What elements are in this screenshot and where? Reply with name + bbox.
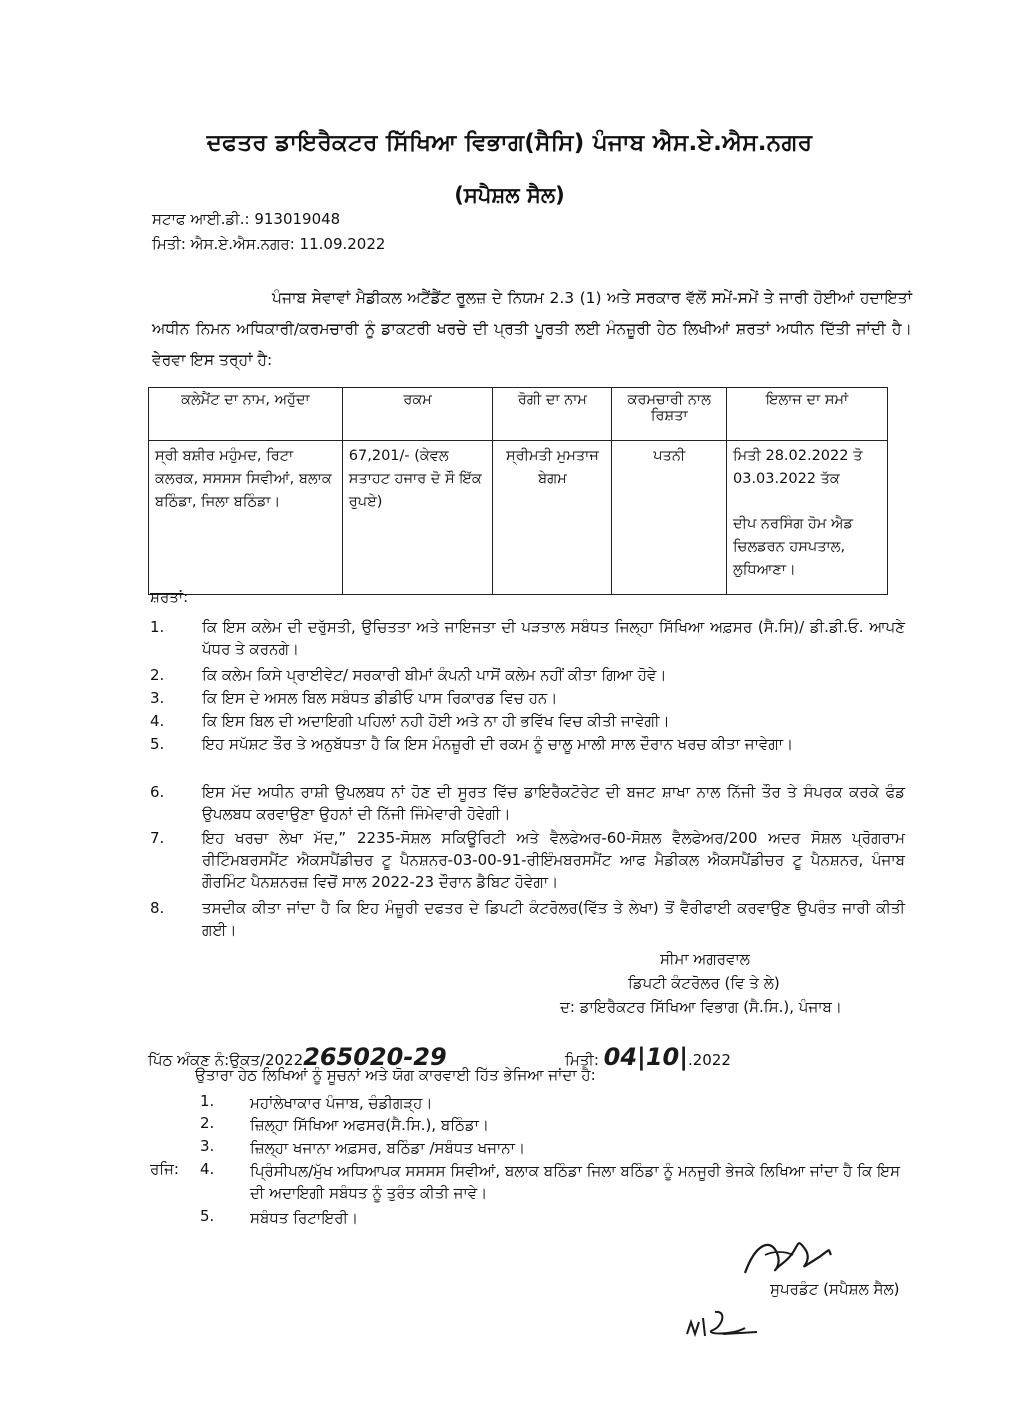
condition-item xyxy=(150,616,905,660)
condition-text: ਤਸਦੀਕ ਕੀਤਾ ਜਾਂਦਾ ਹੈ ਕਿ ਇਹ ਮੰਜ਼ੂਰੀ ਦਫਤਰ ਦੇ ਡਿਪਟੀ ਕੰਟਰੋਲਰ(ਵਿੱਤ ਤੇ ਲੇਖਾ) ਤੋਂ ਵੈਰੀਫਾਈ ਕਰਵਾਉਣ ਉਪਰੰਤ ਜਾਰੀ ਕੀਤੀ ਗਈ। xyxy=(202,899,905,939)
recipient-text: ਜ਼ਿਲ੍ਹਾ ਖਜਾਨਾ ਅਫ਼ਸਰ, ਬਠਿੰਡਾ /ਸਬੰਧਤ ਖਜਾਨਾ। xyxy=(250,1139,526,1157)
condition-text: ਕਿ ਕਲੇਮ ਕਿਸੇ ਪ੍ਰਾਈਵੇਟ/ ਸਰਕਾਰੀ ਬੀਮਾਂ ਕੰਪਨੀ ਪਾਸੋਂ ਕਲੇਮ ਨਹੀਂ ਕੀਤਾ ਗਿਆ ਹੋਵੇ। xyxy=(202,666,667,684)
condition-number: 8. xyxy=(150,899,165,917)
condition-item xyxy=(150,664,905,686)
registered-label: ਰਜਿ: xyxy=(150,1160,179,1178)
condition-text: ਇਹ ਸਪੱਸ਼ਟ ਤੌਰ ਤੇ ਅਨੁਬੱਧਤਾ ਹੈ ਕਿ ਇਸ ਮੰਨਜ਼ੂਰੀ ਦੀ ਰਕਮ ਨੂੰ ਚਾਲੂ ਮਾਲੀ ਸਾਲ ਦੌਰਾਨ ਖਰਚ ਕੀਤਾ ਜਾਵੇਗਾ। xyxy=(202,735,794,753)
claim-table xyxy=(148,387,888,595)
recipient-number: 5. xyxy=(200,1207,215,1225)
recipient-number: 4. xyxy=(200,1160,215,1178)
intro-paragraph xyxy=(152,283,912,376)
issue-date: ਮਿਤੀ: ਐਸ.ਏ.ਐਸ.ਨਗਰ: 11.09.2022 xyxy=(152,235,386,253)
conditions-label: ਸ਼ਰਤਾਂ: xyxy=(150,588,189,606)
recipient-item xyxy=(150,1160,900,1204)
condition-item xyxy=(150,710,905,732)
signatory-name: ਸੀਮਾ ਅਗਰਵਾਲ xyxy=(660,950,750,968)
intro-text: ਪੰਜਾਬ ਸੇਵਾਵਾਂ ਮੈਡੀਕਲ ਅਟੈਂਡੈਂਟ ਰੂਲਜ਼ ਦੇ ਨਿਯਮ 2.3 (1) ਅਤੇ ਸਰਕਾਰ ਵੱਲੋਂ ਸਮੇਂ-ਸਮੇਂ ਤੇ ਜਾਰੀ ਹੋਈਆਂ ਹਦਾਇਤਾਂ ਅਧੀਨ ਨਿਮਨ ਅਧਿਕਾਰੀ/ਕਰਮਚਾਰੀ ਨੂੰ ਡਾਕਟਰੀ ਖਰਚੇ ਦੀ ਪ੍ਰਤੀ ਪੂਰਤੀ ਲਈ ਮੰਨਜ਼ੂਰੀ ਹੇਠ ਲਿਖੀਆਂ ਸ਼ਰਤਾਂ ਅਧੀਨ ਦਿੱਤੀ ਜਾਂਦੀ ਹੈ। ਵੇਰਵਾ ਇਸ ਤਰ੍ਹਾਂ ਹੈ: xyxy=(152,289,912,369)
condition-text: ਕਿ ਇਸ ਕਲੇਮ ਦੀ ਦਰੁੱਸਤੀ, ਉਚਿਤਤਾ ਅਤੇ ਜਾਇਜਤਾ ਦੀ ਪੜਤਾਲ ਸਬੰਧਤ ਜਿਲ੍ਹਾ ਸਿੱਖਿਆ ਅਫ਼ਸਰ (ਸੈ.ਸਿ)/ ਡੀ.ਡੀ.ਓ. ਆਪਣੇ ਪੱਧਰ ਤੇ ਕਰਨਗੇ। xyxy=(202,618,905,658)
header-claimant: ਕਲੇਮੈਂਟ ਦਾ ਨਾਮ, ਅਹੁੱਦਾ xyxy=(149,388,343,441)
recipient-item xyxy=(150,1114,900,1136)
treatment-period: ਮਿਤੀ 28.02.2022 ਤੋ 03.03.2022 ਤੱਕ xyxy=(733,448,863,487)
table-row xyxy=(149,441,888,595)
cell-amount: 67,201/- (ਕੇਵਲ ਸਤਾਹਟ ਹਜਾਰ ਦੋ ਸੌ ਇੱਕ ਰੁਪਏ) xyxy=(342,441,493,595)
header-relation: ਕਰਮਚਾਰੀ ਨਾਲ ਰਿਸ਼ਤਾ xyxy=(612,388,727,441)
cell-period xyxy=(727,441,888,595)
cell-relation: ਪਤਨੀ xyxy=(612,441,727,595)
handwritten-ref-number: 265020-29 xyxy=(303,1043,447,1071)
handwritten-signature-icon xyxy=(735,1225,835,1287)
endorsement-line: ਉਤਾਰਾ ਹੇਠ ਲਿਖਿਆਂ ਨੂੰ ਸੂਚਨਾਂ ਅਤੇ ਯੋਗ ਕਾਰਵਾਈ ਹਿੱਤ ਭੇਜਿਆ ਜਾਂਦਾ ਹੈ: xyxy=(195,1066,596,1084)
condition-text: ਇਸ ਮੱਦ ਅਧੀਨ ਰਾਸ਼ੀ ਉਪਲਬਧ ਨਾਂ ਹੋਣ ਦੀ ਸੂਰਤ ਵਿੱਚ ਡਾਇਰੈਕਟੋਰੇਟ ਦੀ ਬਜਟ ਸ਼ਾਖਾ ਨਾਲ ਨਿੱਜੀ ਤੌਰ ਤੇ ਸੰਪਰਕ ਕਰਕੇ ਫੰਡ ਉਪਲਬਧ ਕਰਵਾਉਣਾ ਉਹਨਾਂ ਦੀ ਨਿੱਜੀ ਜਿੰਮੇਵਾਰੀ ਹੋਵੇਗੀ। xyxy=(202,783,905,823)
header-amount: ਰਕਮ xyxy=(342,388,493,441)
recipient-text: ਪ੍ਰਿੰਸੀਪਲ/ਮੁੱਖ ਅਧਿਆਪਕ ਸਸਸਸ ਸਿਵੀਆਂ, ਬਲਾਕ ਬਠਿੰਡਾ ਜਿਲਾ ਬਠਿੰਡਾ ਨੂੰ ਮਨਜੂਰੀ ਭੇਜਕੇ ਲਿਖਿਆ ਜਾਂਦਾ ਹੈ ਕਿ ਇਸ ਦੀ ਅਦਾਇਗੀ ਸਬੰਧਤ ਨੂੰ ਤੁਰੰਤ ਕੀਤੀ ਜਾਵੇ। xyxy=(250,1162,900,1202)
header-period: ਇਲਾਜ ਦਾ ਸਮਾਂ xyxy=(727,388,888,441)
handwritten-date: 04|10| xyxy=(603,1043,688,1071)
condition-number: 2. xyxy=(150,666,165,684)
condition-item xyxy=(150,733,905,755)
office-title: ਦਫਤਰ ਡਾਇਰੈਕਟਰ ਸਿੱਖਿਆ ਵਿਭਾਗ(ਸੈਸਿ) ਪੰਜਾਬ ਐਸ.ਏ.ਐਸ.ਨਗਰ xyxy=(206,130,813,156)
recipient-item xyxy=(150,1137,900,1159)
signatory-office: ਦ: ਡਾਇਰੈਕਟਰ ਸਿੱਖਿਆ ਵਿਭਾਗ (ਸੈ.ਸਿ.), ਪੰਜਾਬ। xyxy=(560,998,843,1016)
condition-item xyxy=(150,781,905,825)
recipient-text: ਮਹਾਂਲੇਖਾਕਾਰ ਪੰਜਾਬ, ਚੰਡੀਗੜ੍ਹ। xyxy=(250,1094,433,1112)
condition-number: 5. xyxy=(150,735,165,753)
recipient-number: 3. xyxy=(200,1137,215,1155)
initials-signature-icon xyxy=(683,1308,763,1342)
condition-number: 3. xyxy=(150,689,165,707)
recipient-text: ਸਬੰਧਤ ਰਿਟਾਇਰੀ। xyxy=(250,1209,359,1227)
staff-id: ਸਟਾਫ ਆਈ.ਡੀ.: 913019048 xyxy=(152,210,341,228)
ref-prefix: ਪਿੱਠ ਅੰਕਣ ਨੰ:ਉਕਤ/2022 xyxy=(148,1051,304,1069)
cell-claimant: ਸ੍ਰੀ ਬਸ਼ੀਰ ਮਹੁੰਮਦ, ਰਿਟਾ ਕਲਰਕ, ਸਸਸਸ ਸਿਵੀਆਂ, ਬਲਾਕ ਬਠਿੰਡਾ, ਜਿਲਾ ਬਠਿੰਡਾ। xyxy=(149,441,343,595)
date-suffix: .2022 xyxy=(687,1051,731,1069)
date-prefix: ਮਿਤੀ: xyxy=(565,1051,599,1069)
recipient-item xyxy=(150,1092,900,1114)
condition-number: 7. xyxy=(150,829,165,847)
condition-item xyxy=(150,897,905,941)
signatory-designation: ਡਿਪਟੀ ਕੰਟਰੋਲਰ (ਵਿ ਤੇ ਲੇ) xyxy=(628,974,780,992)
recipient-text: ਜ਼ਿਲ੍ਹਾ ਸਿੱਖਿਆ ਅਫਸਰ(ਸੈ.ਸਿ.), ਬਠਿੰਡਾ। xyxy=(250,1116,490,1134)
condition-text: ਕਿ ਇਸ ਦੇ ਅਸਲ ਬਿਲ ਸਬੰਧਤ ਡੀਡੀਓ ਪਾਸ ਰਿਕਾਰਡ ਵਿਚ ਹਨ। xyxy=(202,689,558,707)
recipient-number: 2. xyxy=(200,1114,215,1132)
recipient-number: 1. xyxy=(200,1092,215,1110)
condition-item xyxy=(150,827,905,893)
condition-text: ਇਹ ਖਰਚਾ ਲੇਖਾ ਮੱਦ,” 2235-ਸੋਸ਼ਲ ਸਕਿਊਰਿਟੀ ਅਤੇ ਵੈਲਫੇਅਰ-60-ਸੋਸ਼ਲ ਵੈਲਫੇਅਰ/200 ਅਦਰ ਸੋਸ਼ਲ ਪ੍ਰੋਗਰਾਮ ਰੀਟਿੰਮਬਰਸਮੈਂਟ ਐਕਸਪੈਂਡੀਚਰ ਟੂ ਪੈਨਸ਼ਨਰ-03-00-91-ਰੀਇੰਮਬਰਸਮੈਂਟ ਆਫ ਮੈਡੀਕਲ ਐਕਸਪੈਂਡੀਚਰ ਟੂ ਪੈਨਸ਼ਨਰ, ਪੰਜਾਬ ਗੌਰਮਿੰਟ ਪੈਨਸ਼ਨਰਜ਼ ਵਿਚੋਂ ਸਾਲ 2022-23 ਦੌਰਾਨ ਡੈਬਿਟ ਹੋਵੇਗਾ। xyxy=(202,829,905,891)
hospital-name: ਦੀਪ ਨਰਸਿੰਗ ਹੋਮ ਐਡ ਚਿਲਡਰਨ ਹਸਪਤਾਲ, ਲੁਧਿਆਣਾ। xyxy=(733,516,853,578)
header-patient: ਰੋਗੀ ਦਾ ਨਾਮ xyxy=(493,388,612,441)
condition-item xyxy=(150,687,905,709)
superintendent-label: ਸੁਪਰਡੰਟ (ਸਪੈਸ਼ਲ ਸੈਲ) xyxy=(770,1280,900,1298)
condition-number: 1. xyxy=(150,618,165,636)
cell-patient: ਸ੍ਰੀਮਤੀ ਮੁਮਤਾਜ ਬੇਗਮ xyxy=(493,441,612,595)
condition-text: ਕਿ ਇਸ ਬਿਲ ਦੀ ਅਦਾਇਗੀ ਪਹਿਲਾਂ ਨਹੀ ਹੋਈ ਅਤੇ ਨਾ ਹੀ ਭਵਿੱਖ ਵਿਚ ਕੀਤੀ ਜਾਵੇਗੀ। xyxy=(202,712,670,730)
condition-number: 4. xyxy=(150,712,165,730)
table-header-row xyxy=(149,388,888,441)
condition-number: 6. xyxy=(150,783,165,801)
cell-subtitle: (ਸਪੈਸ਼ਲ ਸੈਲ) xyxy=(454,183,565,207)
